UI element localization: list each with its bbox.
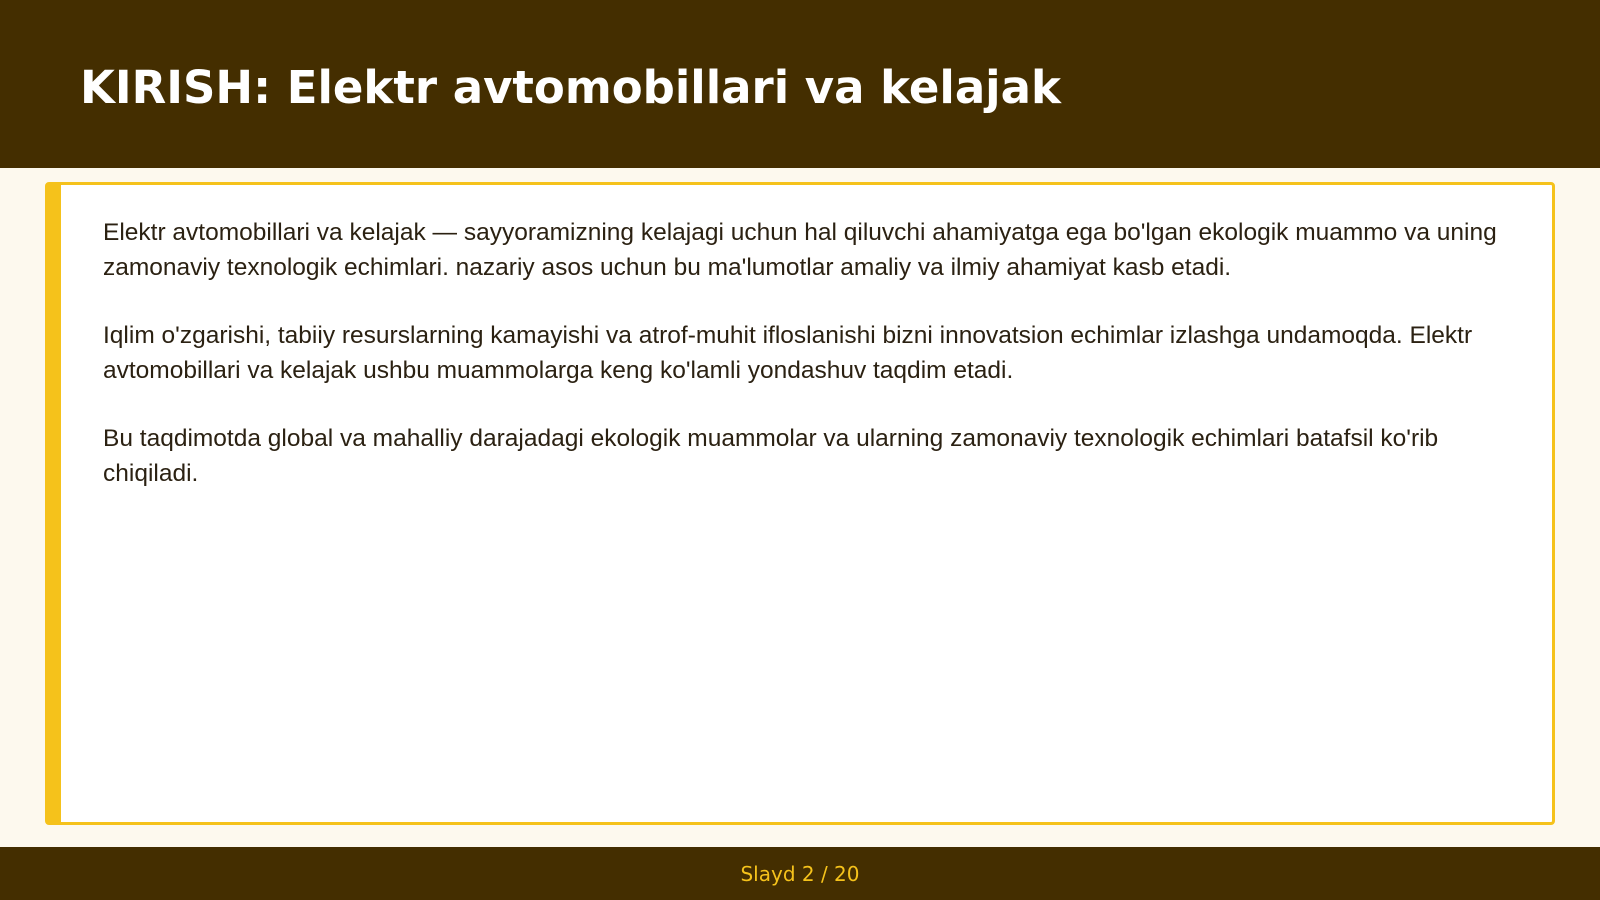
paragraph-overview: Bu taqdimotda global va mahalliy darajadagi ekologik muammolar va ularning zamonaviy texnologik echimlari batafsil ko'rib chiqiladi. — [103, 425, 1439, 487]
content-card — [45, 182, 1555, 825]
slide-title: KIRISH: Elektr avtomobillari va kelajak — [80, 61, 1061, 114]
slide-footer — [0, 847, 1600, 900]
paragraph-intro: Elektr avtomobillari va kelajak — sayyoramizning kelajagi uchun hal qiluvchi ahamiyatga ega bo'lgan ekologik muammo va uning zamonaviy texnologik echimlari. nazariy asos uchun bu ma'lumotlar amaliy va ilmiy ahamiyat kasb etadi. — [103, 219, 1497, 281]
slide-counter: Slayd 2 / 20 — [740, 861, 860, 886]
paragraph-climate: Iqlim o'zgarishi, tabiiy resurslarning kamayishi va atrof-muhit ifloslanishi bizni innovatsion echimlar izlashga undamoqda. Elektr avtomobillari va kelajak ushbu muammolarga keng ko'lamli yondashuv taqdim etadi. — [103, 322, 1473, 384]
slide-header — [0, 0, 1600, 168]
